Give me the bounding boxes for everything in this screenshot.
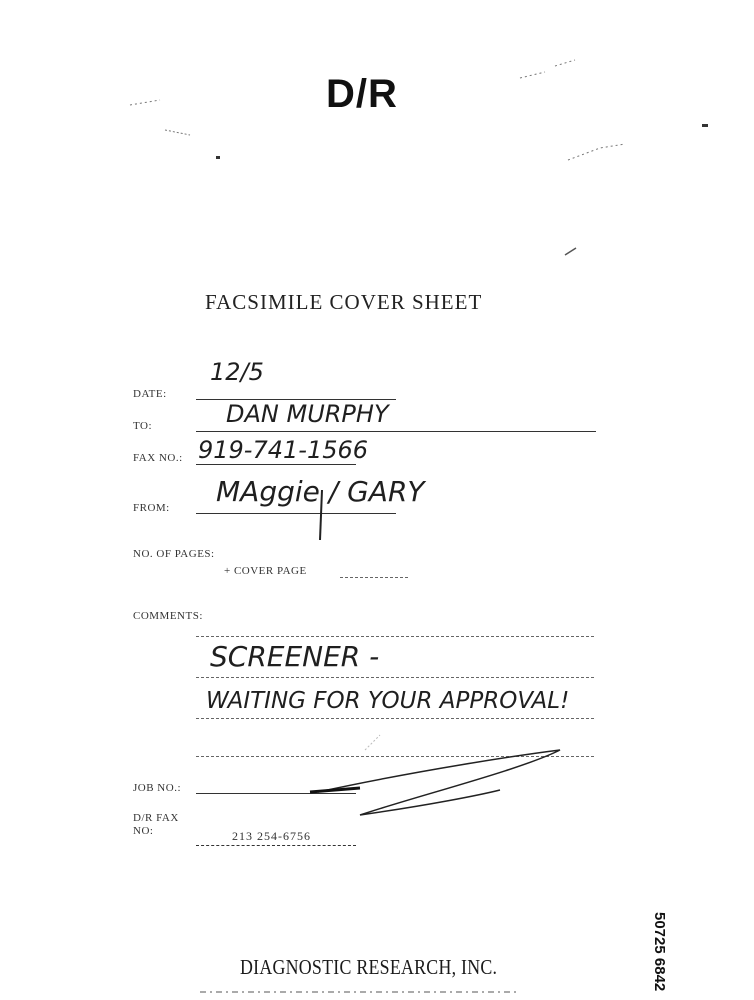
- speck-mark: [565, 248, 576, 255]
- from-value: MAggie / GARY: [216, 475, 425, 508]
- dr-fax-label: D/R FAX: [133, 812, 179, 824]
- from-label: FROM:: [133, 502, 170, 514]
- comments-label: COMMENTS:: [133, 610, 203, 622]
- date-value: 12/5: [210, 358, 264, 386]
- fax-label: FAX NO.:: [133, 452, 183, 464]
- company-name: DIAGNOSTIC RESEARCH, INC.: [240, 955, 498, 979]
- speck-mark: [568, 144, 625, 160]
- date-label: DATE:: [133, 388, 167, 400]
- signature-dash: [310, 788, 360, 792]
- footer-smudge: [200, 988, 520, 996]
- dr-fax-value: 213 254-6756: [232, 829, 311, 843]
- speck-mark: [520, 60, 575, 78]
- to-value: DAN MURPHY: [226, 400, 389, 428]
- comment-text-1: SCREENER -: [210, 640, 380, 673]
- speck-mark: [365, 735, 380, 750]
- speck-mark: [702, 124, 708, 127]
- pages-label: NO. OF PAGES:: [133, 548, 215, 560]
- dr-fax-label-2: NO:: [133, 825, 154, 837]
- cover-page-label: + COVER PAGE: [224, 565, 307, 577]
- page-title: FACSIMILE COVER SHEET: [205, 290, 483, 314]
- speck-mark: [216, 156, 220, 159]
- signature-stroke: [318, 750, 560, 815]
- comment-text-2: WAITING FOR YOUR APPROVAL!: [206, 688, 570, 714]
- speck-mark: [165, 130, 190, 135]
- fax-value: 919-741-1566: [198, 436, 369, 464]
- to-label: TO:: [133, 420, 153, 432]
- company-logo: D/R: [326, 72, 398, 116]
- job-label: JOB NO.:: [133, 782, 182, 794]
- document-id: 50725 6842: [651, 912, 668, 992]
- speck-mark: [130, 100, 160, 105]
- from-slash: [320, 490, 322, 540]
- footer-noise: [200, 988, 520, 998]
